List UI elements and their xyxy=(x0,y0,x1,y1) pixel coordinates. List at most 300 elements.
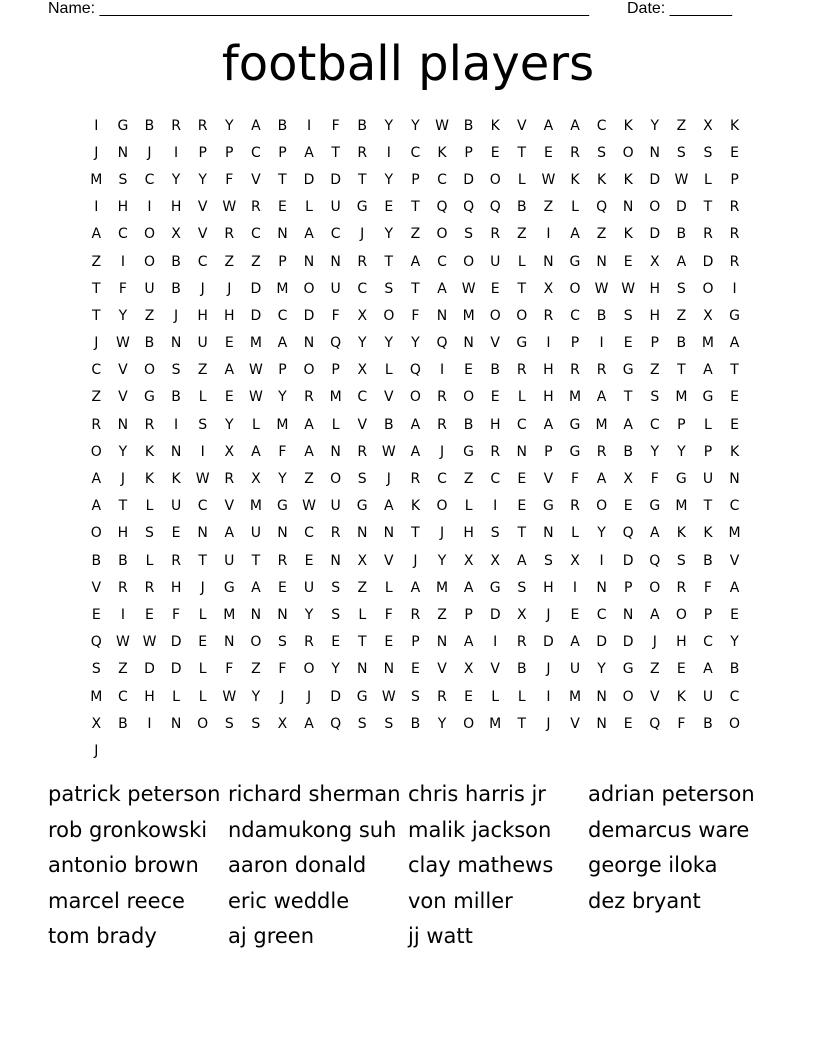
grid-letter: Z xyxy=(596,226,607,243)
grid-letter: C xyxy=(304,525,314,542)
grid-letter: Z xyxy=(304,471,314,488)
grid-letter: X xyxy=(357,307,368,324)
grid-letter: R xyxy=(410,471,421,488)
grid-letter: J xyxy=(280,688,285,705)
grid-letter: P xyxy=(464,144,473,161)
grid-letter: C xyxy=(410,144,421,161)
grid-letter: T xyxy=(251,552,261,569)
grid-letter: S xyxy=(331,579,341,596)
grid-letter: Y xyxy=(437,552,447,569)
worksheet-header xyxy=(48,0,748,20)
grid-letter: N xyxy=(303,253,315,270)
grid-letter: J xyxy=(200,280,205,297)
grid-letter: P xyxy=(331,362,340,379)
grid-letter: O xyxy=(649,199,661,216)
grid-letter: V xyxy=(490,661,500,678)
grid-letter: C xyxy=(596,117,607,134)
grid-letter: C xyxy=(118,688,128,705)
grid-letter: R xyxy=(197,117,208,134)
grid-letter: O xyxy=(303,362,315,379)
grid-letter: C xyxy=(490,471,501,488)
grid-letter: C xyxy=(729,688,740,705)
grid-letter: R xyxy=(437,416,447,433)
grid-letter: J xyxy=(120,471,125,488)
grid-letter: W xyxy=(674,171,689,188)
grid-letter: J xyxy=(174,307,179,324)
grid-letter: W xyxy=(541,171,556,188)
grid-letter: C xyxy=(729,498,740,515)
grid-letter: E xyxy=(490,144,500,161)
grid-letter: B xyxy=(703,715,713,732)
grid-letter: Y xyxy=(331,661,340,678)
grid-letter: T xyxy=(703,199,713,216)
grid-letter: S xyxy=(91,661,101,678)
grid-letter: L xyxy=(305,199,313,216)
grid-letter: O xyxy=(702,280,714,297)
grid-letter: L xyxy=(145,498,154,515)
grid-letter: Q xyxy=(436,335,448,352)
grid-letter: I xyxy=(599,552,604,569)
grid-letter: R xyxy=(224,226,235,243)
grid-letter: J xyxy=(652,634,657,651)
grid-letter: A xyxy=(224,525,235,542)
grid-letter: N xyxy=(356,661,368,678)
grid-letter: O xyxy=(489,307,501,324)
grid-letter: K xyxy=(729,443,740,460)
grid-letter: K xyxy=(144,443,155,460)
grid-letter: X xyxy=(543,280,554,297)
grid-letter: R xyxy=(570,144,580,161)
grid-letter: J xyxy=(546,715,551,732)
grid-letter: A xyxy=(649,525,660,542)
grid-letter: E xyxy=(464,362,474,379)
word-list-item: von miller xyxy=(408,888,513,913)
grid-letter: N xyxy=(277,226,288,243)
grid-letter: Z xyxy=(251,253,261,270)
grid-letter: G xyxy=(569,253,581,270)
grid-letter: L xyxy=(145,552,154,569)
grid-letter: N xyxy=(436,307,448,324)
grid-letter: E xyxy=(676,661,686,678)
grid-letter: Q xyxy=(90,634,102,651)
grid-letter: F xyxy=(703,579,712,596)
grid-letter: E xyxy=(304,552,314,569)
word-list-item: rob gronkowski xyxy=(48,817,208,842)
grid-letter: H xyxy=(463,525,474,542)
grid-letter: R xyxy=(357,144,368,161)
grid-letter: G xyxy=(702,389,714,406)
grid-letter: F xyxy=(118,280,127,297)
grid-letter: D xyxy=(170,634,182,651)
grid-letter: W xyxy=(248,362,263,379)
grid-letter: Q xyxy=(489,199,501,216)
grid-letter: C xyxy=(516,416,527,433)
grid-letter: O xyxy=(90,443,102,460)
grid-letter: S xyxy=(198,416,208,433)
grid-letter: S xyxy=(384,280,394,297)
grid-letter: O xyxy=(729,715,741,732)
grid-letter: R xyxy=(357,443,368,460)
grid-letter: X xyxy=(463,661,474,678)
grid-letter: D xyxy=(330,171,342,188)
grid-letter: M xyxy=(595,416,608,433)
grid-letter: U xyxy=(330,498,341,515)
grid-letter: O xyxy=(463,715,475,732)
grid-letter: A xyxy=(251,579,261,596)
grid-letter: J xyxy=(546,661,551,678)
grid-letter: K xyxy=(623,117,633,134)
grid-letter: H xyxy=(117,199,129,216)
grid-letter: K xyxy=(676,525,686,542)
grid-letter: O xyxy=(303,280,315,297)
grid-letter: B xyxy=(118,552,128,569)
grid-letter: K xyxy=(490,117,500,134)
grid-letter: V xyxy=(118,389,128,406)
grid-letter: R xyxy=(330,525,341,542)
grid-letter: O xyxy=(622,144,634,161)
grid-letter: Z xyxy=(649,362,660,379)
word-list-item: marcel reece xyxy=(48,888,185,913)
word-list-item: george iloka xyxy=(588,853,718,878)
grid-letter: R xyxy=(516,634,527,651)
grid-letter: U xyxy=(702,471,714,488)
grid-letter: O xyxy=(143,226,155,243)
grid-letter: B xyxy=(171,253,181,270)
grid-letter: B xyxy=(596,307,607,324)
grid-letter: Z xyxy=(437,606,447,623)
grid-letter: G xyxy=(569,416,581,433)
grid-letter: N xyxy=(543,525,554,542)
grid-letter: R xyxy=(543,307,554,324)
letter-grid xyxy=(83,112,748,765)
grid-letter: E xyxy=(384,634,394,651)
grid-letter: N xyxy=(649,144,660,161)
grid-letter: B xyxy=(118,715,128,732)
grid-letter: K xyxy=(729,117,740,134)
grid-letter: I xyxy=(306,117,312,134)
grid-letter: A xyxy=(91,226,102,243)
grid-letter: D xyxy=(489,606,501,623)
grid-letter: B xyxy=(91,552,102,569)
grid-letter: A xyxy=(463,579,474,596)
grid-letter: I xyxy=(572,579,578,596)
grid-letter: G xyxy=(622,661,634,678)
grid-letter: O xyxy=(516,307,528,324)
grid-letter: B xyxy=(490,362,500,379)
grid-letter: W xyxy=(381,443,396,460)
grid-letter: N xyxy=(170,715,182,732)
grid-letter: T xyxy=(198,552,207,569)
grid-letter: R xyxy=(277,552,288,569)
grid-letter: V xyxy=(543,471,554,488)
grid-letter: P xyxy=(411,634,420,651)
grid-letter: H xyxy=(197,307,208,324)
grid-letter: R xyxy=(410,606,421,623)
grid-letter: Q xyxy=(409,362,421,379)
grid-letter: K xyxy=(676,688,686,705)
grid-letter: G xyxy=(144,389,155,406)
grid-letter: I xyxy=(546,226,551,243)
grid-letter: C xyxy=(197,253,208,270)
grid-letter: P xyxy=(278,253,287,270)
grid-letter: I xyxy=(493,498,498,515)
grid-letter: A xyxy=(729,579,740,596)
grid-letter: W xyxy=(248,389,263,406)
grid-letter: Q xyxy=(649,715,661,732)
grid-letter: Q xyxy=(596,199,608,216)
grid-letter: W xyxy=(302,498,316,515)
grid-letter: B xyxy=(623,443,633,460)
grid-letter: O xyxy=(409,389,421,406)
grid-letter: B xyxy=(277,117,288,134)
grid-letter: N xyxy=(224,634,235,651)
grid-letter: M xyxy=(728,525,741,542)
grid-letter: F xyxy=(570,471,580,488)
grid-letter: A xyxy=(543,416,554,433)
grid-letter: X xyxy=(171,226,181,243)
grid-letter: U xyxy=(250,525,261,542)
grid-letter: W xyxy=(222,199,237,216)
grid-letter: S xyxy=(118,171,128,188)
grid-letter: A xyxy=(277,335,288,352)
grid-letter: J xyxy=(94,144,99,161)
grid-letter: M xyxy=(249,335,262,352)
grid-letter: A xyxy=(251,443,261,460)
grid-letter: J xyxy=(227,280,232,297)
grid-letter: M xyxy=(568,688,582,705)
grid-letter: K xyxy=(623,226,633,243)
grid-letter: A xyxy=(703,362,713,379)
grid-letter: T xyxy=(677,362,686,379)
grid-letter: F xyxy=(677,715,686,732)
grid-letter: Y xyxy=(384,226,394,243)
grid-letter: U xyxy=(702,688,714,705)
grid-letter: V xyxy=(197,226,208,243)
grid-letter: N xyxy=(516,443,528,460)
grid-letter: Y xyxy=(597,525,606,542)
grid-letter: I xyxy=(546,688,551,705)
grid-letter: D xyxy=(675,199,687,216)
grid-letter: F xyxy=(278,661,287,678)
grid-letter: E xyxy=(517,471,527,488)
grid-letter: X xyxy=(224,443,235,460)
grid-letter: E xyxy=(278,579,287,596)
grid-letter: R xyxy=(304,389,314,406)
grid-letter: M xyxy=(249,498,262,515)
grid-letter: G xyxy=(649,498,661,515)
grid-letter: S xyxy=(490,525,500,542)
grid-letter: S xyxy=(384,715,394,732)
grid-letter: M xyxy=(276,416,289,433)
grid-letter: W xyxy=(621,280,636,297)
grid-letter: W xyxy=(461,280,476,297)
grid-letter: G xyxy=(277,498,288,515)
grid-letter: S xyxy=(650,389,660,406)
word-list-item: tom brady xyxy=(48,924,157,949)
grid-letter: X xyxy=(463,552,474,569)
grid-letter: M xyxy=(701,335,714,352)
grid-letter: Z xyxy=(91,389,102,406)
grid-letter: X xyxy=(277,715,288,732)
grid-letter: N xyxy=(277,606,288,623)
grid-letter: N xyxy=(117,144,129,161)
word-list-item: richard sherman xyxy=(228,782,401,806)
grid-letter: O xyxy=(463,389,475,406)
grid-letter: X xyxy=(649,253,660,270)
grid-letter: T xyxy=(278,171,287,188)
grid-letter: R xyxy=(676,579,687,596)
grid-letter: Y xyxy=(278,389,287,406)
grid-letter: E xyxy=(278,199,287,216)
grid-letter: V xyxy=(91,579,102,596)
word-list-item: adrian peterson xyxy=(588,782,755,806)
grid-letter: N xyxy=(596,715,607,732)
grid-letter: W xyxy=(142,634,157,651)
grid-letter: C xyxy=(144,171,155,188)
grid-letter: A xyxy=(676,253,687,270)
grid-letter: I xyxy=(599,335,604,352)
grid-letter: B xyxy=(357,117,368,134)
grid-letter: P xyxy=(570,335,580,352)
grid-letter: O xyxy=(143,362,155,379)
grid-letter: A xyxy=(437,280,447,297)
grid-letter: P xyxy=(225,144,234,161)
grid-letter: M xyxy=(462,307,475,324)
grid-letter: K xyxy=(596,171,607,188)
grid-letter: K xyxy=(410,498,421,515)
grid-letter: A xyxy=(410,579,421,596)
grid-letter: A xyxy=(543,117,554,134)
grid-letter: E xyxy=(410,661,420,678)
grid-letter: K xyxy=(703,525,713,542)
grid-letter: U xyxy=(330,199,341,216)
grid-letter: I xyxy=(147,199,152,216)
grid-letter: L xyxy=(517,688,526,705)
grid-letter: N xyxy=(330,443,341,460)
grid-letter: U xyxy=(303,579,315,596)
grid-letter: S xyxy=(464,226,474,243)
grid-letter: Y xyxy=(224,117,234,134)
grid-letter: O xyxy=(383,307,395,324)
grid-letter: B xyxy=(410,715,421,732)
grid-letter: N xyxy=(383,525,395,542)
grid-letter: J xyxy=(546,606,551,623)
grid-letter: X xyxy=(357,362,368,379)
grid-letter: X xyxy=(570,552,580,569)
grid-letter: M xyxy=(90,171,103,188)
grid-letter: Y xyxy=(118,443,128,460)
grid-letter: E xyxy=(224,335,234,352)
grid-letter: W xyxy=(594,280,609,297)
grid-letter: J xyxy=(413,552,418,569)
grid-letter: N xyxy=(596,579,607,596)
grid-letter: C xyxy=(277,307,288,324)
grid-letter: E xyxy=(730,416,739,433)
grid-letter: N xyxy=(436,634,448,651)
grid-letter: O xyxy=(596,498,608,515)
grid-letter: R xyxy=(171,552,181,569)
grid-letter: N xyxy=(356,525,368,542)
grid-letter: Y xyxy=(357,335,367,352)
grid-letter: R xyxy=(437,688,447,705)
grid-letter: O xyxy=(436,498,448,515)
grid-letter: S xyxy=(145,525,154,542)
grid-letter: H xyxy=(224,307,235,324)
grid-letter: G xyxy=(489,579,501,596)
grid-letter: B xyxy=(676,226,687,243)
word-list-item: dez bryant xyxy=(588,888,701,913)
grid-letter: A xyxy=(410,443,421,460)
grid-letter: E xyxy=(730,144,739,161)
grid-letter: T xyxy=(118,498,128,515)
grid-letter: M xyxy=(223,606,236,623)
grid-letter: S xyxy=(410,688,420,705)
grid-letter: T xyxy=(517,715,527,732)
grid-letter: U xyxy=(144,280,155,297)
grid-letter: V xyxy=(570,715,580,732)
grid-letter: B xyxy=(516,661,527,678)
grid-letter: R xyxy=(144,416,155,433)
grid-letter: O xyxy=(489,171,501,188)
grid-letter: O xyxy=(330,471,342,488)
grid-letter: D xyxy=(543,634,554,651)
grid-letter: J xyxy=(360,226,365,243)
grid-letter: R xyxy=(224,471,235,488)
grid-letter: F xyxy=(384,606,393,623)
grid-letter: E xyxy=(570,606,580,623)
grid-letter: K xyxy=(144,471,155,488)
grid-letter: V xyxy=(490,335,500,352)
grid-letter: L xyxy=(517,171,526,188)
grid-letter: S xyxy=(171,362,181,379)
grid-letter: Q xyxy=(649,552,661,569)
grid-letter: R xyxy=(570,498,580,515)
grid-letter: C xyxy=(437,171,447,188)
grid-letter: Y xyxy=(198,171,207,188)
grid-letter: E xyxy=(623,715,633,732)
grid-letter: F xyxy=(331,307,340,324)
grid-letter: Q xyxy=(436,199,448,216)
grid-letter: C xyxy=(91,362,102,379)
grid-letter: C xyxy=(197,498,208,515)
grid-letter: L xyxy=(491,688,500,705)
grid-letter: X xyxy=(91,715,102,732)
grid-letter: R xyxy=(437,389,447,406)
grid-letter: Z xyxy=(118,661,128,678)
grid-letter: A xyxy=(729,335,740,352)
grid-letter: Y xyxy=(224,416,234,433)
grid-letter: Y xyxy=(384,171,394,188)
grid-letter: J xyxy=(147,144,152,161)
grid-letter: A xyxy=(570,634,580,651)
grid-letter: Y xyxy=(278,471,287,488)
grid-letter: H xyxy=(649,280,661,297)
grid-letter: A xyxy=(570,117,580,134)
word-list-item: patrick peterson xyxy=(48,782,221,806)
grid-letter: M xyxy=(489,715,502,732)
grid-letter: H xyxy=(117,525,129,542)
word-list xyxy=(48,776,768,954)
grid-letter: M xyxy=(329,389,342,406)
word-list-item: malik jackson xyxy=(408,817,552,842)
grid-letter: V xyxy=(197,199,208,216)
grid-letter: A xyxy=(596,389,607,406)
grid-letter: A xyxy=(410,253,421,270)
grid-letter: H xyxy=(489,416,501,433)
grid-letter: F xyxy=(225,661,234,678)
grid-letter: C xyxy=(118,226,128,243)
grid-letter: X xyxy=(703,117,713,134)
